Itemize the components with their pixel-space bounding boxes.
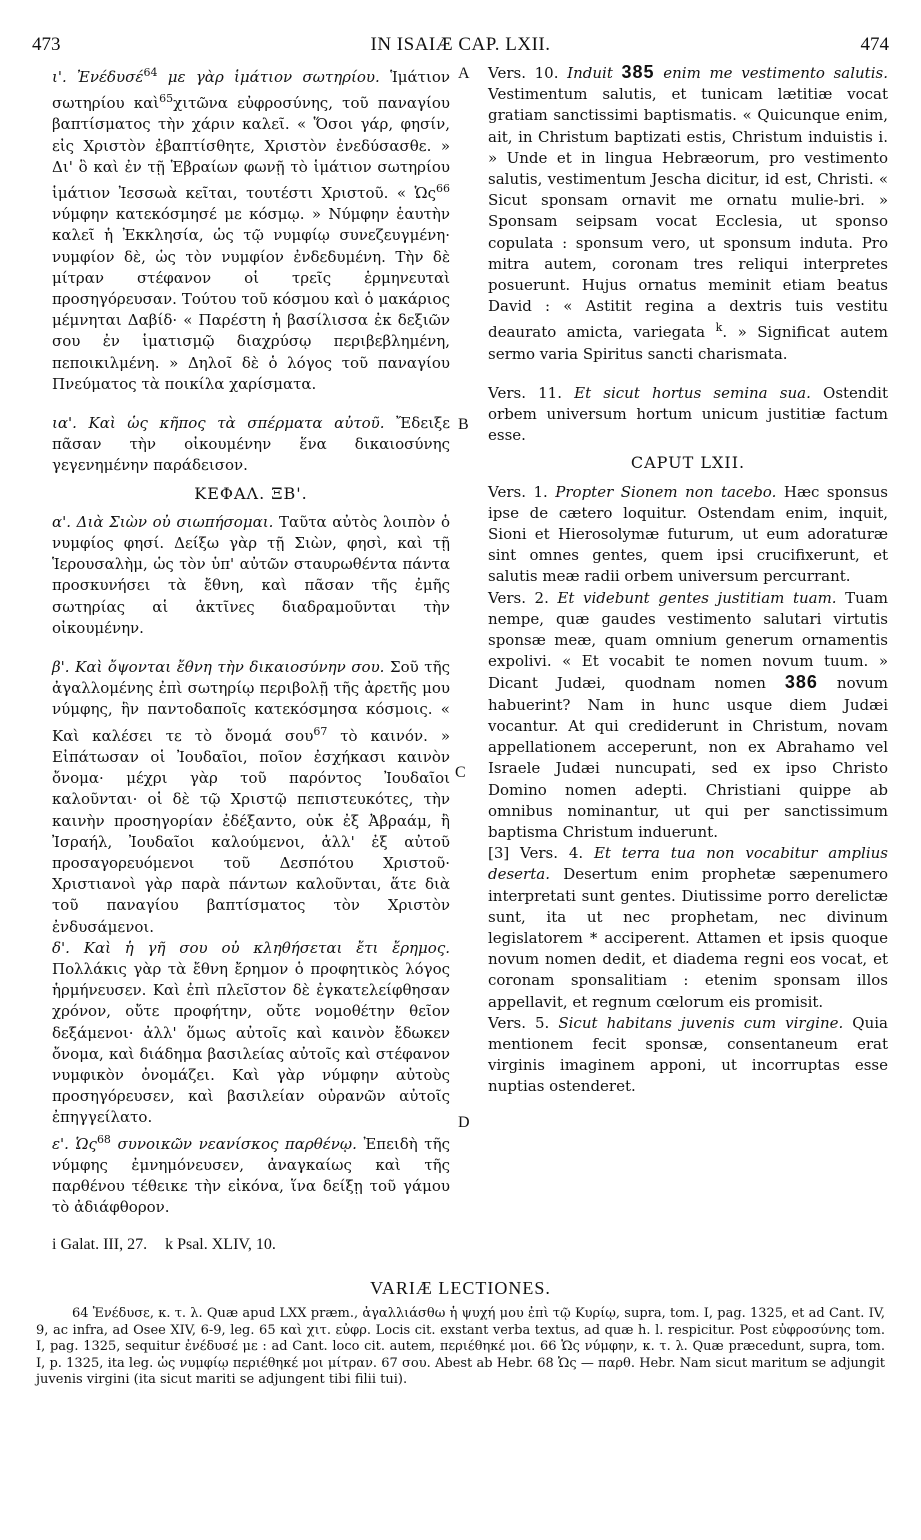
- section-bracket: [3]: [488, 844, 510, 863]
- verse-lemma: Καὶ ὄψονται ἔθνη τὴν δικαιοσύνην σου.: [69, 658, 385, 677]
- greek-verse-10: [52, 62, 450, 395]
- verse-number: Vers. 1.: [488, 482, 548, 501]
- page-number-right: 474: [860, 34, 889, 55]
- greek-verse-5: [52, 1129, 450, 1219]
- verse-number: δ'.: [52, 938, 70, 957]
- variant-note-ref: 67: [313, 724, 328, 738]
- verse-lemma: enim me vestimento salutis.: [654, 64, 888, 82]
- margin-letter-c: C: [455, 764, 466, 781]
- verse-lemma: Διὰ Σιὼν οὐ σιωπήσομαι.: [71, 512, 274, 531]
- reference-k: k Psal. XLIV, 10.: [165, 1236, 276, 1253]
- greek-column: [52, 62, 450, 1218]
- reference-i: i Galat. III, 27.: [52, 1236, 148, 1253]
- latin-column: [488, 62, 888, 1098]
- footnote-ref: i: [878, 127, 884, 146]
- greek-verse-4: [52, 938, 450, 1129]
- running-title: IN ISAIÆ CAP. LXII.: [370, 34, 551, 55]
- verse-lemma: Induit: [558, 64, 613, 82]
- verse-lemma: με γὰρ ἱμάτιον σωτηρίου.: [157, 68, 380, 86]
- greek-verse-1: [52, 512, 450, 639]
- commentary-text: Ἐπειδὴ τῆς νύμφης ἐμνημόνευσεν, ἀναγκαίως καὶ τῆς παρθένου τέθεικε τὴν εἰκόνα, ἵνα δείξῃ τοῦ γάμου τὸ ἀδιάφθορον.: [52, 1134, 450, 1217]
- verse-lemma: Et videbunt gentes justitiam tuam.: [548, 588, 837, 607]
- verse-number: ι'. Ἐνέδυσέ: [52, 68, 144, 86]
- latin-verse-1: [488, 482, 888, 588]
- commentary-text: novum habuerint? Nam in hunc usque diem Judæi vocantur. At qui crediderunt in Christum, novam appellationem acceperunt, non ex Abrahamo vel Israele Judæi nuncupati, sed ex ipso Christo Domino nomen adepti. Christiani quippe ab omnibus nominantur, ut qui per sanctissimum baptisma Christum induerunt.: [488, 674, 888, 841]
- latin-verse-4: [488, 843, 888, 1013]
- latin-verse-11: [488, 383, 888, 447]
- commentary-text: Ἔδειξε πᾶσαν τὴν οἰκουμένην ἕνα δικαιοσύνης γεγενημένην παράδεισον.: [52, 414, 451, 475]
- commentary-text: τὸ καινόν. » Εἰπάτωσαν οἱ Ἰουδαῖοι, ποῖον ἐσχήκασι καινὸν ὄνομα· μέχρι γὰρ τοῦ παρόντος Ἰουδαῖοι καλοῦνται· οἱ δὲ τῷ Χριστῷ πεπιστευκότες, τὴν καινὴν προσηγορίαν ἐδέξαντο, οὐκ ἐξ Ἀβραάμ, ἢ Ἰσραήλ, Ἰουδαῖοι καλούμενοι, ἀλλ' ἐξ αὐτοῦ προσαγορευόμενοι τοῦ Δεσπότου Χριστοῦ· Χριστιανοὶ γὰρ παρὰ πάντων καλοῦνται, ἅτε διὰ τοῦ παναγίου βαπτίσματος τὸν Χριστὸν ἐνδυσάμενοι.: [52, 726, 451, 936]
- commentary-text: Σοῦ τῆς ἀγαλλομένης ἐπὶ σωτηρίῳ περιβολῇ τῆς ἀρετῆς μου νύμφης, ἣν παντοδαποῖς κατεκόσμησα κόσμοις. « Καὶ καλέσει τε τὸ ὄνομά σου: [52, 658, 450, 745]
- margin-letter-d: D: [458, 1114, 470, 1131]
- margin-letter-b: B: [458, 416, 469, 433]
- verse-lemma: Et terra tua non vocabitur amplius deserta.: [488, 844, 888, 884]
- commentary-text: νύμφην κατεκόσμησέ με κόσμῳ. » Νύμφην ἑαυτὴν καλεῖ ἡ Ἐκκλησία, ὡς τῷ νυμφίῳ συνεζευγμένη· νυμφίον δὲ, ὡς τὸν νυμφίον ἐνδεδυμένη. Τὴν δὲ μίτραν στέφανον οἱ τρεῖς ἑρμηνευταὶ προσηγόρευσαν. Τούτου τοῦ κόσμου καὶ ὁ μακάριος μέμνηται Δαβίδ· « Παρέστη ἡ βασίλισσα ἐκ δεξιῶν σου ἐν ἱματισμῷ διαχρύσῳ περιβεβλημένη, πεποικιλμένη. » Δηλοῖ δὲ ὁ λόγος τοῦ παναγίου Πνεύματος τὰ ποικίλα χαρίσματα.: [52, 205, 450, 393]
- greek-verse-11: [52, 413, 450, 477]
- commentary-text: Tuam nempe, quæ gaudes vestimento salutari virtutis sponsæ meæ, quam omnium generum ornamentis expolivi. « Et vocabit te nomen novum tuum. » Dicant Judæi, quodnam nomen: [488, 588, 888, 693]
- variant-note-ref: 65: [159, 92, 174, 106]
- chapter-heading-latin: CAPUT LXII.: [630, 453, 746, 473]
- latin-verse-2: [488, 588, 888, 843]
- column-number: 386: [784, 672, 818, 693]
- column-number: 385: [621, 62, 655, 82]
- page-number-left: 473: [32, 34, 61, 55]
- chapter-heading-greek: ΚΕΦΑΛ. ΞΒ'.: [194, 483, 308, 503]
- running-header: [32, 34, 889, 56]
- verse-lemma: συνοικῶν νεανίσκος παρθένῳ.: [110, 1134, 357, 1153]
- commentary-text: χιτῶνα εὐφροσύνης, τοῦ παναγίου βαπτίσματος τὴν χάριν καλεῖ. « Ὅσοι γάρ, φησίν, εἰς Χριστὸν ἐβαπτίσθητε, Χριστὸν ἐνεδύσασθε. » Δι' ὃ καὶ ἐν τῇ Ἑβραίων φωνῇ τὸ ἱμάτιον σωτηρίου ἱμάτιον Ἰεσσωὰ κεῖται, τουτέστι Χριστοῦ. « Ὡς: [52, 94, 450, 203]
- variae-lectiones-title: VARIÆ LECTIONES.: [370, 1278, 551, 1298]
- commentary-text: Quia mentionem fecit sponsæ, consentaneum erat virginis imaginem apponi, ut incorruptas esse nuptias ostenderet.: [488, 1013, 888, 1096]
- verse-lemma: Et sicut hortus semina sua.: [561, 383, 811, 402]
- commentary-text: Ἱμάτιον σωτηρίου καὶ: [52, 68, 450, 113]
- commentary-text: . » Significat autem sermo varia Spiritus sancti charismata.: [488, 323, 888, 363]
- commentary-text: . » Unde et in lingua Hebræorum, pro vestimento salutis, vestimentum Jescha dicitur, id est, Christi. « Sicut sponsam ornavit me ornatu mulie-bri. » Sponsam seipsam vocat Ecclesia, ut sponso copulata : sponsum vero, ut sponsum induta. Pro mitra autem, coronam tres reliqui interpretes posuerunt. Hujus ornatus meminit etiam beatus David : « Astitit regina a dextris tuis vestitu deaurato amicta, variegata: [488, 127, 889, 342]
- verse-lemma: Propter Sionem non tacebo.: [547, 482, 777, 501]
- scripture-references: [52, 1236, 290, 1254]
- verse-lemma: Καὶ ὡς κῆπος τὰ σπέρματα αὐτοῦ.: [76, 414, 385, 433]
- commentary-text: Ostendit orbem universum hortum unicum justitiæ factum esse.: [488, 383, 889, 445]
- commentary-text: Vestimentum salutis, et tunicam lætitiæ vocat gratiam sanctissimi baptismatis. « Quicunque enim, ait, in Christum baptizati estis, Christum induistis: [488, 85, 888, 146]
- verse-lemma: Καὶ ἡ γῆ σου οὐ κληθήσεται ἔτι ἔρημος.: [69, 938, 450, 957]
- latin-verse-10: [488, 62, 888, 365]
- variant-note-ref: 66: [436, 182, 450, 196]
- greek-verse-2: [52, 657, 450, 938]
- variant-note-ref: 68: [96, 1132, 111, 1146]
- verse-number: Vers. 5.: [488, 1013, 550, 1032]
- verse-number: Vers. 4.: [509, 844, 584, 863]
- verse-number: α'.: [52, 512, 72, 531]
- commentary-text: Hæc sponsus ipse de cætero loquitur. Ostendam enim, inquit, Sioni et Hierosolymæ futurum, ut eum adoraturæ sint omnes gentes, quem ipsi crucifixerunt, et salutis meæ radii orbem universum percurrant.: [488, 482, 888, 586]
- latin-verse-5: [488, 1013, 888, 1098]
- footnote-ref: k: [715, 321, 723, 335]
- commentary-text: Desertum enim prophetæ sæpenumero interpretati sunt gentes. Diutissime porro derelictæ sunt, ita ut nec prophetam, nec divinum legislatorem * acciperent. Attamen et ipsis quoque novum nomen dedit, et diadema regni eos vocat, et coronam sponsalitiam : etenim sponsam illos appellavit, et regnum cœlorum eis promisit.: [488, 865, 888, 1011]
- verse-number: Vers. 2.: [488, 588, 549, 607]
- commentary-text: Πολλάκις γὰρ τὰ ἔθνη ἔρημον ὁ προφητικὸς λόγος ἡρμήνευσεν. Καὶ ἐπὶ πλεῖστον δὲ ἐγκατελείφθησαν χρόνον, οὔτε προφήτην, οὔτε νομοθέτην θεῖον δεξάμενοι· ἀλλ' ὅμως αὐτοῖς καὶ καινὸν ἔδωκεν ὄνομα, καὶ διάδημα βασιλείας αὐτοῖς καὶ στέφανον νυμφικὸν ὀνομάζει. Καὶ γὰρ νύμφην αὐτοὺς προσηγόρευσεν, καὶ βασιλείαν οὐρανῶν αὐτοῖς ἐπηγγείλατο.: [52, 959, 450, 1127]
- verse-number: ε'. Ὡς: [52, 1134, 97, 1153]
- variant-note-ref: 64: [143, 66, 158, 79]
- verse-number: Vers. 11.: [488, 383, 562, 402]
- verse-number: β'.: [52, 658, 70, 677]
- margin-letter-a: A: [458, 65, 470, 82]
- variae-lectiones-text: 64 Ἐνέδυσε, κ. τ. λ. Quæ apud LXX præm., ἀγαλλιάσθω ἡ ψυχή μου ἐπὶ τῷ Κυρίῳ, supra, tom. I, pag. 1325, et ad Cant. IV, 9, ac infra, ad Osee XIV, 6-9, leg. 65 καὶ χιτ. εὐφρ. Locis cit. exstant verba textus, ad quæ h. l. respicitur. Post εὐφροσύνης tom. I, pag. 1325, sequitur ἐνέδυσέ με : ad Cant. loco cit. autem, περιέθηκέ μοι. 66 Ὡς νύμφην, κ. τ. λ. Quæ præcedunt, supra, tom. I, p. 1325, ita leg. ὡς νυμφίῳ περιέθηκέ μοι μίτραν. 67 σου. Abest ab Hebr. 68 Ὡς — παρθ. Hebr. Nam sicut maritum se adjungit juvenis virgini (ita sicut mariti se adjungent tibi filii tui).: [36, 1306, 885, 1387]
- verse-number: ια'.: [52, 414, 77, 433]
- verse-number: Vers. 10.: [488, 64, 559, 82]
- verse-lemma: Sicut habitans juvenis cum virgine.: [549, 1013, 844, 1032]
- commentary-text: Ταῦτα αὐτὸς λοιπὸν ὁ νυμφίος φησί. Δείξω γὰρ τῇ Σιὼν, φησὶ, καὶ τῇ Ἱερουσαλὴμ, ὡς τὸν ὑπ' αὐτῶν σταυρωθέντα πάντα προσκυνήσει τὰ ἔθνη, καὶ πᾶσαν τῆς ἐμῆς σωτηρίας αἱ ἀκτῖνες διαδραμοῦνται τὴν οἰκουμένην.: [52, 512, 450, 637]
